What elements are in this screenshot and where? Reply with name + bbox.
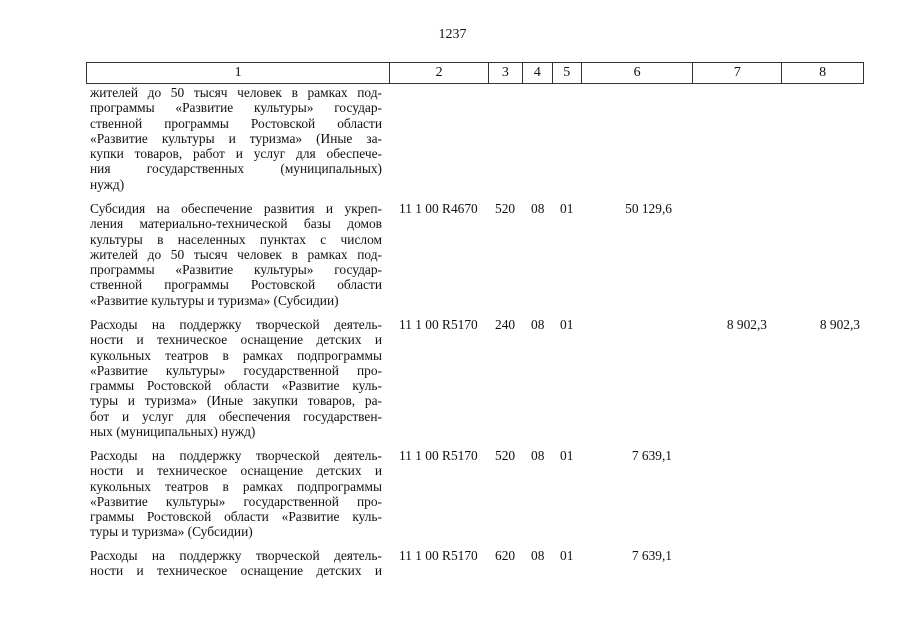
description-line: культуры в населенных пунктах с числом	[90, 231, 382, 247]
page-number: 1237	[438, 27, 467, 42]
description-line: граммы Ростовской области «Развитие куль-	[90, 509, 382, 525]
expense-type: 520	[495, 201, 516, 216]
description-line: туры и туризма» (Иные закупки товаров, ра-	[90, 393, 382, 409]
description-line: ности и техническое оснащение детских и	[90, 563, 382, 579]
subsection: 01	[560, 548, 574, 563]
description-line: купки товаров, работ и услуг для обеспече-	[90, 146, 382, 162]
amount-col7: 8 902,3	[726, 317, 767, 332]
section: 08	[531, 201, 545, 216]
target-code: 11 1 00 R5170	[399, 448, 478, 463]
description-line: нужд)	[90, 176, 125, 192]
description-line: туры и туризма» (Субсидии)	[90, 524, 253, 540]
expense-type: 240	[495, 317, 516, 332]
description-line: ственной программы Ростовской области	[90, 115, 382, 131]
subsection: 01	[560, 448, 574, 463]
description-line: ности и техническое оснащение детских и	[90, 332, 382, 348]
description-line: «Развитие культуры и туризма» (Иные за-	[90, 130, 382, 146]
column-header: 6	[582, 63, 694, 83]
description-line: Субсидия на обеспечение развития и укреп-	[90, 201, 382, 216]
column-header: 8	[819, 65, 827, 80]
target-code: 11 1 00 R4670	[399, 201, 478, 216]
description-line: Расходы на поддержку творческой деятель-	[90, 448, 382, 463]
description-line: Расходы на поддержку творческой деятель-	[90, 317, 382, 332]
amount-col8: 8 902,3	[819, 317, 860, 332]
description-line: «Развитие культуры» государственной про-	[90, 362, 382, 378]
expense-type: 620	[495, 548, 516, 563]
column-header: 1	[87, 63, 390, 83]
amount-col6: 7 639,1	[631, 548, 672, 563]
amount-col6: 7 639,1	[631, 448, 672, 463]
subsection: 01	[560, 317, 574, 332]
row-description	[90, 317, 382, 439]
description-line: ности и техническое оснащение детских и	[90, 463, 382, 479]
column-header: 7	[693, 63, 782, 83]
description-line: граммы Ростовской области «Развитие куль-	[90, 378, 382, 394]
subsection: 01	[560, 201, 574, 216]
row-description	[90, 201, 382, 308]
column-header: 5	[553, 63, 582, 83]
description-line: «Развитие культуры и туризма» (Субсидии)	[90, 292, 339, 308]
section: 08	[531, 448, 545, 463]
description-line: «Развитие культуры» государственной про-	[90, 493, 382, 509]
expense-type: 520	[495, 448, 516, 463]
column-header: 3	[489, 63, 523, 83]
description-line: программы «Развитие культуры» государ-	[90, 100, 382, 116]
description-line: ления материально-технической базы домов	[90, 216, 382, 232]
description-line: бот и услуг для обеспечения государствен-	[90, 408, 382, 424]
table-header	[86, 62, 864, 84]
description-line: ственной программы Ростовской области	[90, 277, 382, 293]
description-line: жителей до 50 тысяч человек в рамках под-	[90, 85, 382, 100]
description-line: жителей до 50 тысяч человек в рамках под-	[90, 246, 382, 262]
section: 08	[531, 317, 545, 332]
description-line: кукольных театров в рамках подпрограммы	[90, 478, 382, 494]
row-description	[90, 448, 382, 540]
description-line: Расходы на поддержку творческой деятель-	[90, 548, 382, 563]
column-header: 2	[390, 63, 489, 83]
target-code: 11 1 00 R5170	[399, 317, 478, 332]
row-description	[90, 85, 382, 192]
description-line: ния государственных (муниципальных)	[90, 161, 382, 177]
description-line: ных (муниципальных) нужд)	[90, 424, 256, 440]
target-code: 11 1 00 R5170	[399, 548, 478, 563]
row-description	[90, 548, 382, 579]
section: 08	[531, 548, 545, 563]
description-line: программы «Развитие культуры» государ-	[90, 262, 382, 278]
column-header: 4	[523, 63, 553, 83]
description-line: кукольных театров в рамках подпрограммы	[90, 347, 382, 363]
amount-col6: 50 129,6	[625, 201, 672, 216]
